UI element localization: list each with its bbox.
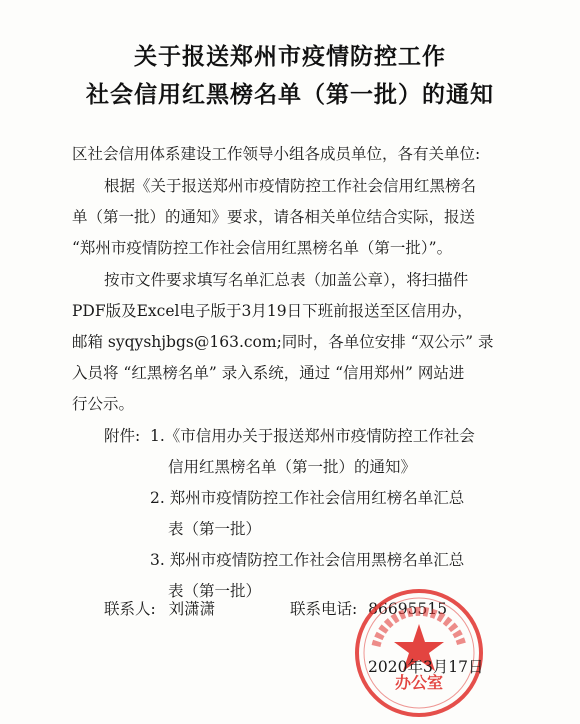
seal-office-text: 办公室 (394, 673, 444, 692)
contact-name: 刘潇潇 (168, 600, 216, 618)
para1-line2: 单（第一批）的通知》要求，请各相关单位结合实际，报送 (72, 208, 476, 226)
para1-line1: 根据《关于报送郑州市疫情防控工作社会信用红黑榜名 (104, 177, 477, 195)
para2-line4: 入员将 “红黑榜名单” 录入系统，通过 “信用郑州” 网站进 (72, 364, 465, 382)
para2-line1: 按市文件要求填写名单汇总表（加盖公章），将扫描件 (104, 271, 469, 289)
attachment-3-line1: 3. 郑州市疫情防控工作社会信用黑榜名单汇总 (150, 551, 465, 569)
attachment-2-line2: 表（第一批） (168, 520, 262, 538)
attachment-1-line1: 1.《市信用办关于报送郑州市疫情防控工作社会 (150, 427, 475, 445)
para2-line5: 行公示。 (72, 395, 135, 413)
seal-stamp-icon (352, 586, 486, 720)
doc-title-line2: 社会信用红黑榜名单（第一批）的通知 (86, 81, 494, 108)
para2-line2: PDF版及Excel电子版于3月19日下班前报送至区信用办， (72, 302, 473, 320)
attachments-label: 附件: (104, 427, 141, 445)
doc-title-line1: 关于报送郑州市疫情防控工作 (134, 43, 446, 70)
attachment-1-line2: 信用红黑榜名单（第一批）的通知》 (168, 458, 417, 476)
attachment-2-line1: 2. 郑州市疫情防控工作社会信用红榜名单汇总 (150, 489, 465, 507)
sign-date: 2020年3月17日 (368, 658, 484, 676)
tel-value: 86695515 (368, 600, 448, 618)
contact-label: 联系人: (104, 600, 156, 618)
para2-line3: 邮箱 syqyshjbgs@163.com;同时，各单位安排 “双公示” 录 (72, 333, 494, 351)
recipient-line: 区社会信用体系建设工作领导小组各成员单位，各有关单位: (72, 145, 481, 163)
attachment-3-line2: 表（第一批） (168, 582, 262, 600)
tel-label: 联系电话: (290, 600, 358, 618)
para1-line3: “郑州市疫情防控工作社会信用红黑榜名单（第一批）”。 (72, 239, 453, 257)
contact-person (104, 597, 215, 619)
official-seal (352, 586, 486, 720)
